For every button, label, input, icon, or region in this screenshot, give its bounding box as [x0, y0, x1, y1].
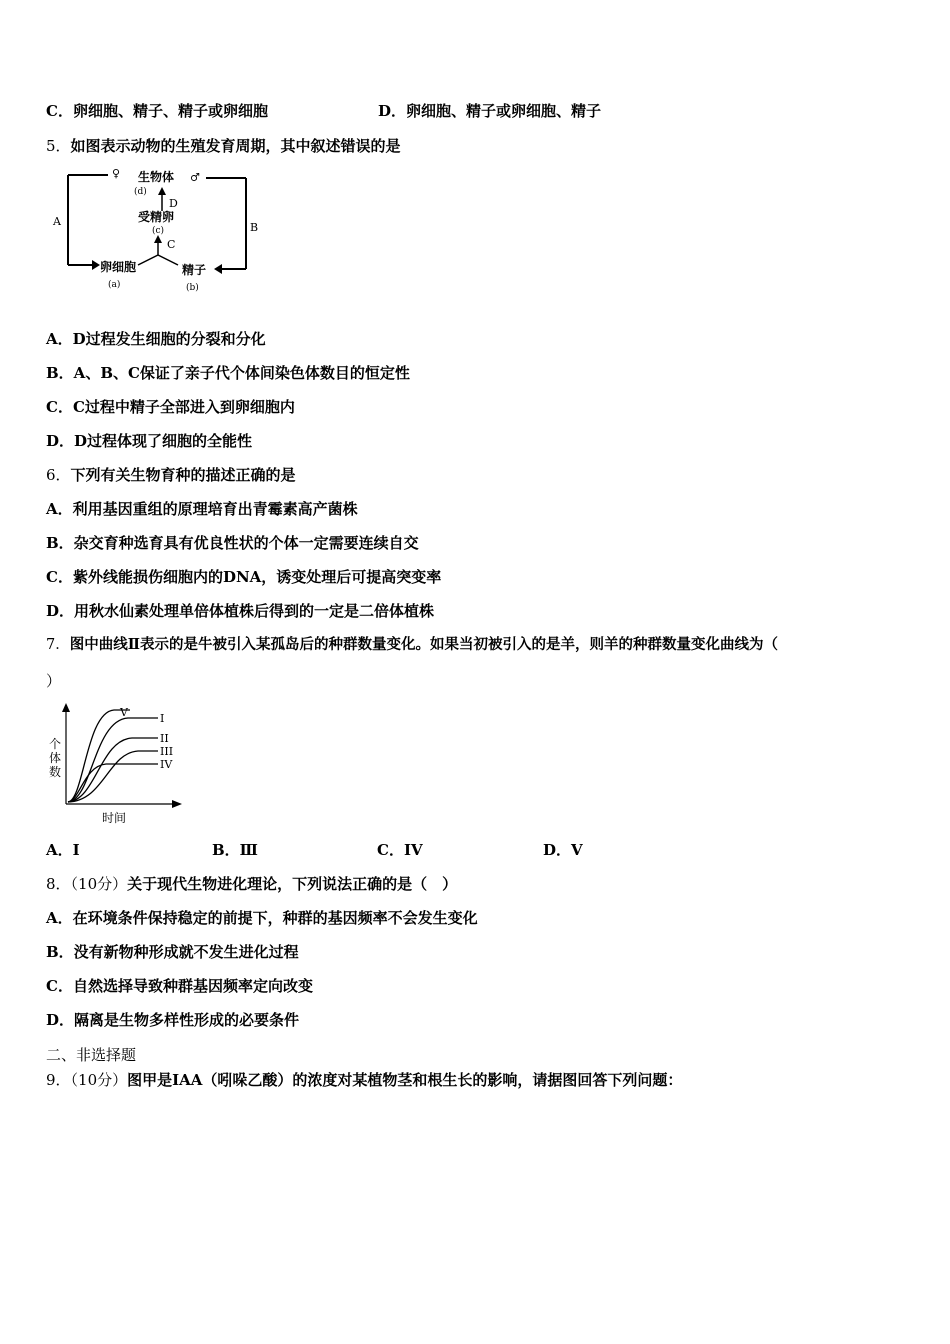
y-axis-label-2: 体	[49, 751, 62, 765]
q6-option-c: C．紫外线能损伤细胞内的DNA，诱变处理后可提高突变率	[46, 568, 442, 586]
q6-option-b: B．杂交育种选育具有优良性状的个体一定需要连续自交	[46, 534, 419, 552]
q7-number: 7．	[46, 637, 70, 653]
q8-option-d: D．隔离是生物多样性形成的必要条件	[46, 1011, 300, 1029]
female-symbol: ♀	[112, 167, 121, 180]
process-b-label: B	[250, 221, 259, 234]
curve-label-i: I	[160, 712, 165, 725]
q5-option-d: D．D过程体现了细胞的全能性	[46, 432, 253, 450]
curve-label-ii: II	[160, 732, 169, 745]
q5-stem	[46, 136, 401, 156]
q5-option-c: C．C过程中精子全部进入到卵细胞内	[46, 398, 295, 416]
q7-option-c: C．IV	[377, 841, 423, 859]
q5-stem-text: 如图表示动物的生殖发育周期，其中叙述错误的是	[70, 137, 401, 155]
q6-stem	[46, 465, 296, 485]
q7-stem	[46, 635, 778, 655]
egg-label: 卵细胞	[100, 260, 137, 274]
q8-stem	[46, 874, 457, 894]
section-heading-nonchoice: 二、非选择题	[46, 1046, 137, 1064]
q7-figure	[44, 702, 189, 827]
curve-label-v: V	[120, 706, 128, 719]
curve-label-iv: IV	[160, 758, 173, 771]
curve-label-iii: III	[160, 745, 174, 758]
x-axis-label: 时间	[102, 811, 127, 825]
q8-option-b: B．没有新物种形成就不发生进化过程	[46, 943, 299, 961]
q9-stem-text: 图甲是IAA（吲哚乙酸）的浓度对某植物茎和根生长的影响，请据图回答下列问题：	[127, 1071, 683, 1089]
q8-option-a: A．在环境条件保持稳定的前提下，种群的基因频率不会发生变化	[46, 909, 478, 927]
q8-score: （10分）	[70, 875, 128, 893]
process-d-label: D	[169, 197, 178, 210]
zygote-label: 受精卵	[138, 210, 175, 224]
q7-stem-end: ）	[46, 672, 62, 690]
process-c-label: C	[167, 238, 176, 251]
sperm-label: 精子	[182, 263, 207, 277]
q6-option-a: A．利用基因重组的原理培育出青霉素高产菌株	[46, 500, 358, 518]
q8-number: 8．	[46, 875, 71, 893]
q9-number: 9．	[46, 1071, 71, 1089]
q4-option-d: D．卵细胞、精子或卵细胞、精子	[378, 102, 602, 120]
q8-stem-text: 关于现代生物进化理论，下列说法正确的是（ ）	[127, 875, 458, 893]
curve-i	[68, 718, 158, 802]
q6-option-d: D．用秋水仙素处理单倍体植株后得到的一定是二倍体植株	[46, 602, 435, 620]
y-axis-label-1: 个	[49, 737, 62, 751]
q8-option-c: C．自然选择导致种群基因频率定向改变	[46, 977, 313, 995]
q7-option-d: D．V	[543, 841, 583, 859]
curve-v	[68, 710, 130, 802]
q9-stem	[46, 1070, 682, 1090]
male-symbol: ♂	[190, 171, 200, 184]
q7-stem-text: 图中曲线Ⅱ表示的是牛被引入某孤岛后的种群数量变化。如果当初被引入的是羊，则羊的种群数量变化曲线为（	[69, 636, 778, 653]
q7-option-b: B．Ⅲ	[212, 841, 258, 859]
sperm-tag: (b)	[186, 283, 199, 293]
process-a-label: A	[53, 215, 61, 228]
q7-option-a: A．I	[46, 841, 80, 859]
curve-ii	[68, 738, 158, 802]
q5-figure	[50, 163, 270, 298]
y-axis-label-3: 数	[49, 765, 62, 779]
q6-number: 6．	[46, 466, 71, 484]
q5-option-a: A．D过程发生细胞的分裂和分化	[46, 330, 266, 348]
zygote-tag: (c)	[152, 226, 165, 236]
q5-option-b: B．A、B、C保证了亲子代个体间染色体数目的恒定性	[46, 364, 410, 382]
q6-stem-text: 下列有关生物育种的描述正确的是	[70, 466, 296, 484]
q9-score: （10分）	[70, 1071, 128, 1089]
q5-number: 5．	[46, 137, 71, 155]
organism-tag: (d)	[134, 187, 147, 197]
egg-tag: (a)	[108, 280, 121, 290]
q4-option-c: C．卵细胞、精子、精子或卵细胞	[46, 102, 268, 120]
organism-label: 生物体	[138, 170, 175, 184]
